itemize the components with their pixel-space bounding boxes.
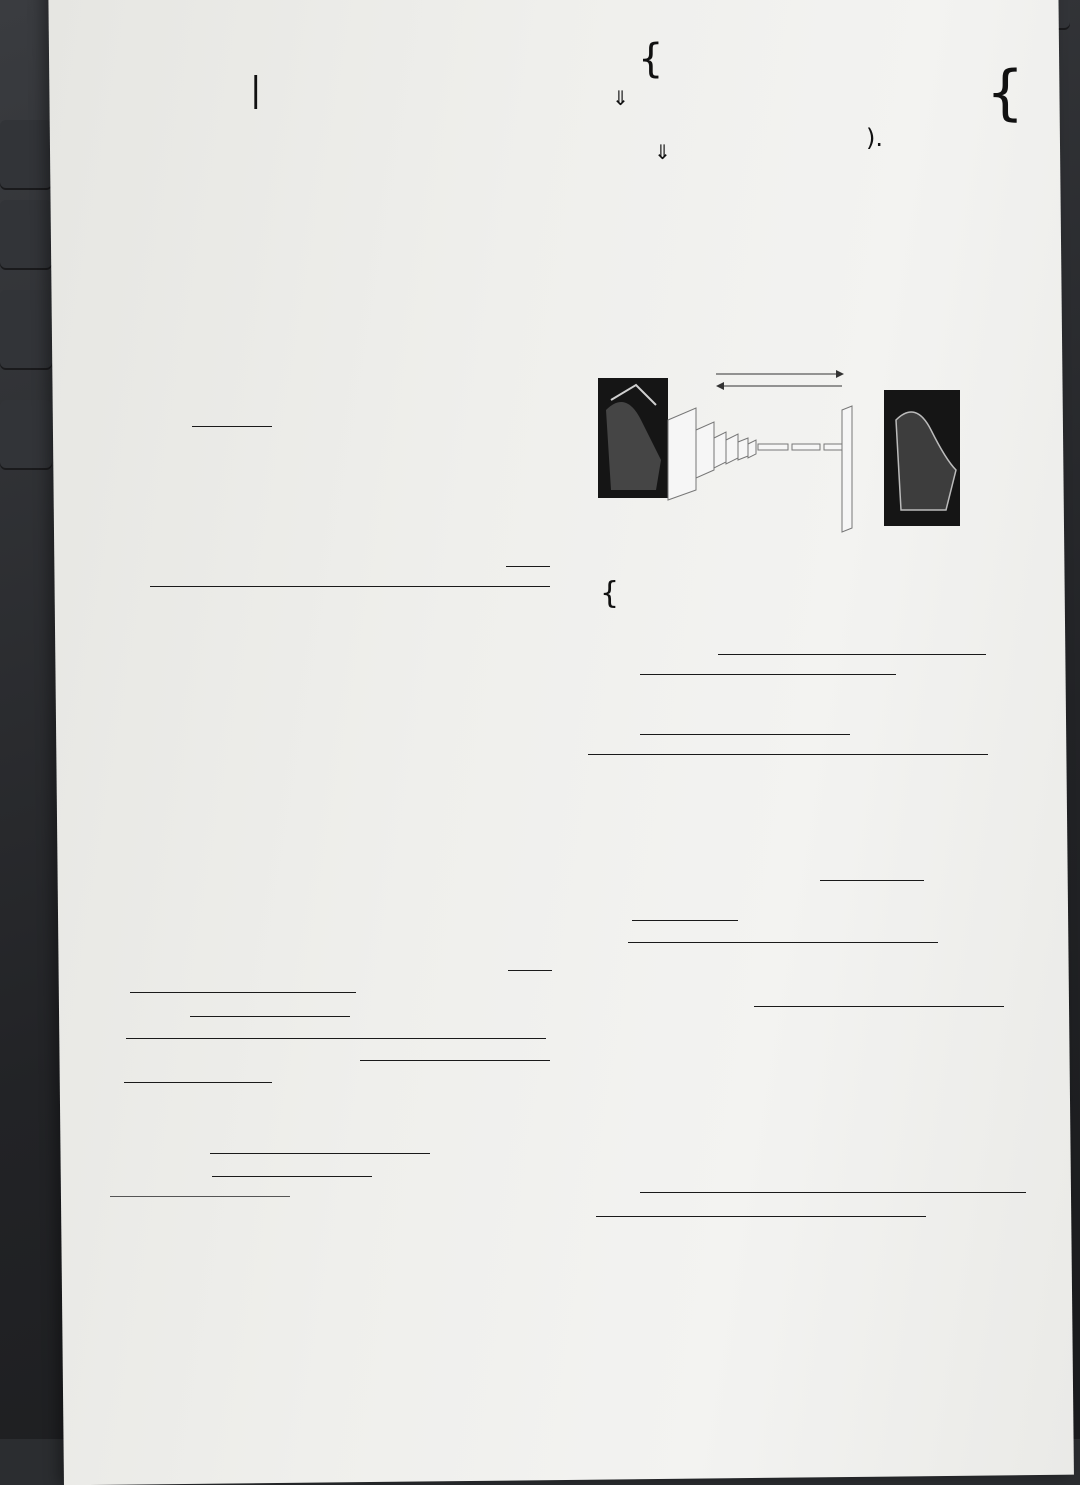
- underline: [588, 754, 988, 755]
- underline: [124, 1082, 272, 1083]
- layer-block-9: [824, 444, 842, 450]
- backward-arrowhead: [716, 382, 724, 390]
- underline: [640, 734, 850, 735]
- underline: [150, 586, 550, 587]
- underline: [360, 1060, 550, 1061]
- underline: [754, 1006, 1004, 1007]
- key: [0, 120, 52, 190]
- underline: [126, 1038, 546, 1039]
- layer-block-7: [758, 444, 788, 450]
- handwritten-mark: |: [250, 70, 262, 110]
- underline: [506, 566, 550, 567]
- layer-block-5: [738, 438, 748, 460]
- footnote-rule: [110, 1196, 290, 1197]
- underline: [190, 1016, 350, 1017]
- paper-sheet: [48, 0, 1074, 1485]
- underline: [130, 992, 356, 993]
- handwritten-paren: ).: [866, 124, 883, 152]
- layer-block-3: [714, 432, 726, 468]
- underline: [210, 1153, 430, 1154]
- underline: [820, 880, 924, 881]
- key: [0, 290, 52, 370]
- handwritten-arrow: ⇓: [654, 140, 671, 164]
- underline: [508, 970, 552, 971]
- key: [0, 400, 52, 470]
- figure-1: [596, 350, 1016, 550]
- underline: [640, 1192, 1026, 1193]
- underline: [596, 1216, 926, 1217]
- handwritten-brace: {: [986, 58, 1025, 128]
- underline: [212, 1176, 372, 1177]
- underline: [192, 426, 272, 427]
- forward-arrowhead: [836, 370, 844, 378]
- layer-block-2: [696, 422, 714, 478]
- handwritten-brace: {: [600, 576, 620, 611]
- underline: [718, 654, 986, 655]
- underline: [640, 674, 896, 675]
- pixelwise-output-block: [842, 406, 852, 532]
- right-column-text: [588, 640, 1018, 649]
- underline: [628, 942, 938, 943]
- layer-block-1: [668, 408, 696, 500]
- handwritten-arrow: ⇓: [612, 86, 629, 110]
- handwritten-brace: {: [638, 36, 664, 82]
- layer-block-4: [726, 434, 738, 464]
- layer-block-6: [748, 440, 756, 458]
- layer-block-8: [792, 444, 820, 450]
- underline: [632, 920, 738, 921]
- key: [0, 200, 52, 270]
